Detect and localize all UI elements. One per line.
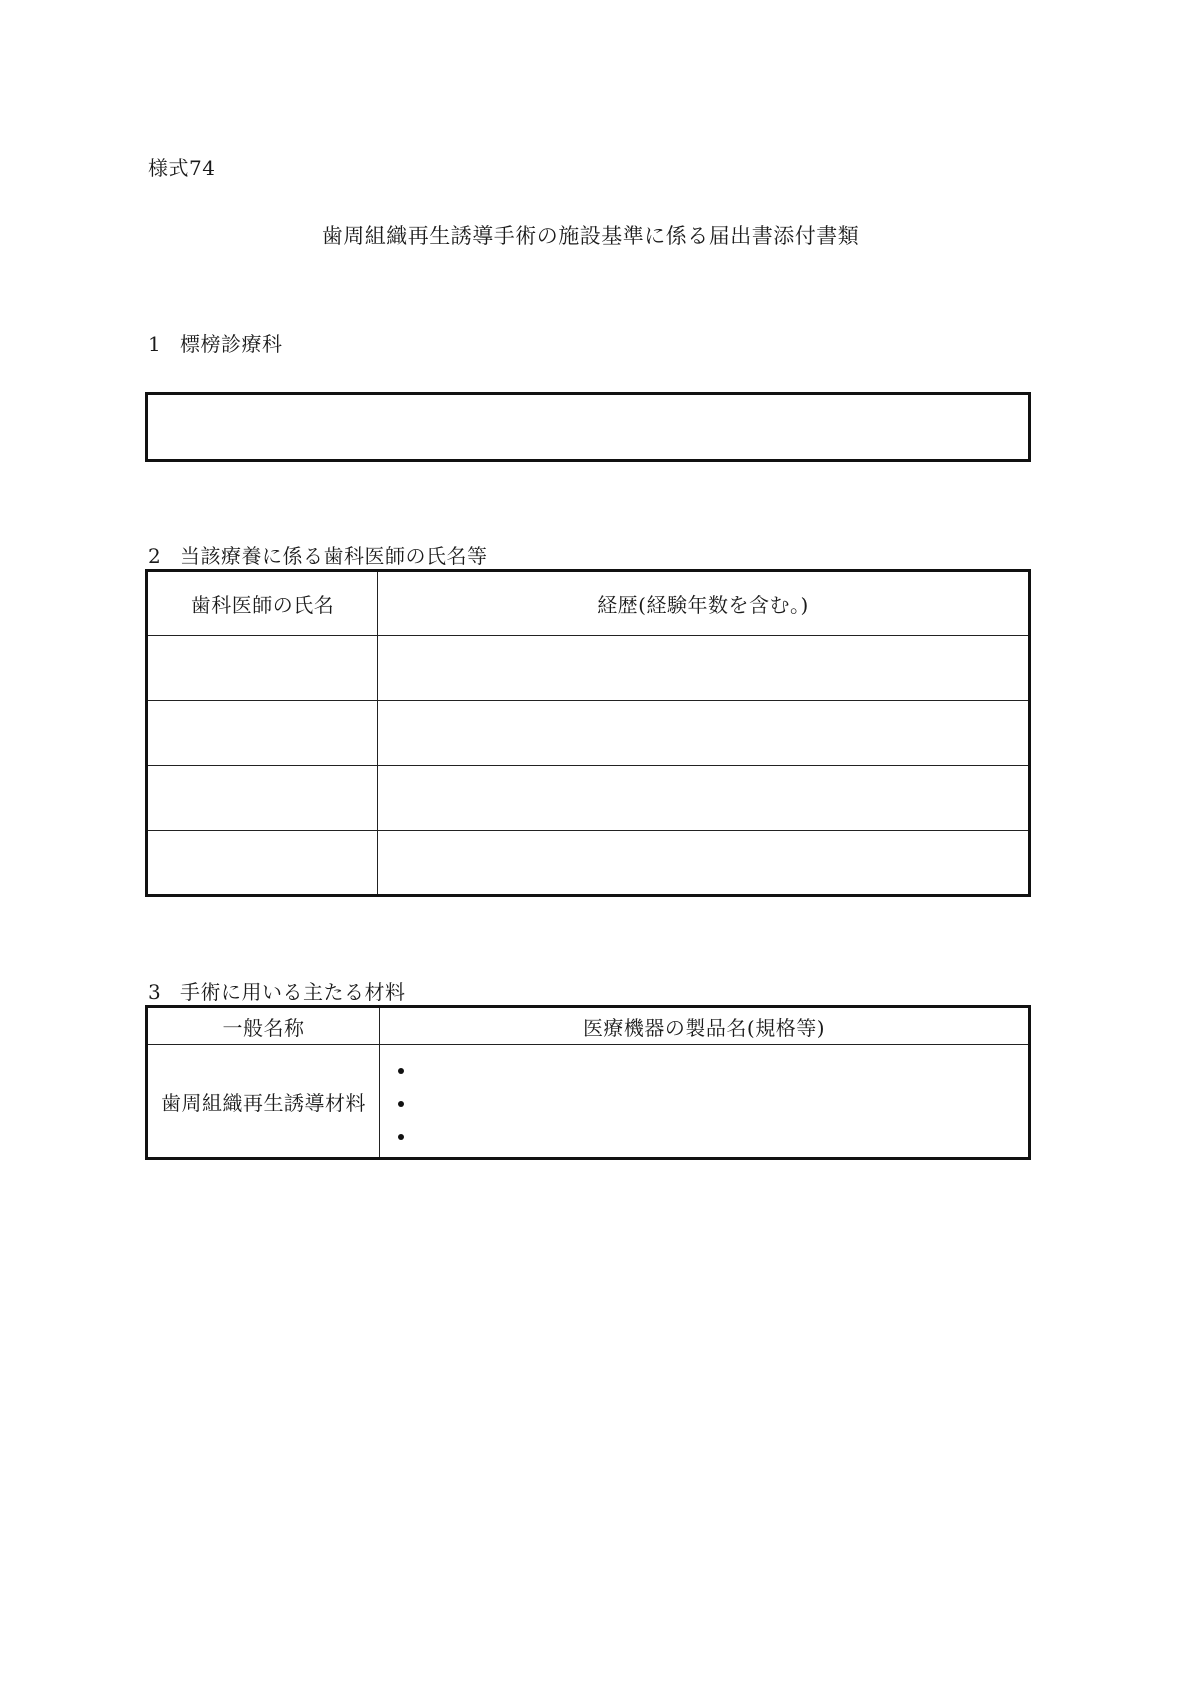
- section-2-heading: [148, 540, 488, 569]
- column-header-career: 経歴(経験年数を含む。): [378, 571, 1030, 636]
- list-item[interactable]: [398, 1053, 1028, 1086]
- section-1-number: 1: [148, 332, 162, 356]
- list-item[interactable]: [398, 1086, 1028, 1119]
- section-3-title: 手術に用いる主たる材料: [180, 980, 406, 1004]
- product-list-cell: [380, 1045, 1030, 1159]
- table-header-row: [147, 571, 1030, 636]
- materials-table: [145, 1005, 1031, 1160]
- table-row: [147, 766, 1030, 831]
- column-header-dentist-name: 歯科医師の氏名: [147, 571, 378, 636]
- document-title: 歯周組織再生誘導手術の施設基準に係る届出書添付書類: [321, 224, 860, 248]
- dentist-name-cell[interactable]: [147, 766, 378, 831]
- career-cell[interactable]: [378, 636, 1030, 701]
- career-cell[interactable]: [378, 701, 1030, 766]
- bullet-icon: [398, 1101, 404, 1107]
- bullet-icon: [398, 1068, 404, 1074]
- section-3-number: 3: [148, 980, 162, 1004]
- table-row: [147, 636, 1030, 701]
- section-3-heading: [148, 976, 406, 1005]
- form-number: 様式74: [148, 156, 216, 180]
- specialty-field[interactable]: [145, 392, 1031, 462]
- dentist-name-cell[interactable]: [147, 636, 378, 701]
- dentist-table: [145, 569, 1031, 897]
- table-row: [147, 701, 1030, 766]
- column-header-generic-name: 一般名称: [147, 1007, 380, 1045]
- dentist-name-cell[interactable]: [147, 701, 378, 766]
- column-header-product-name: 医療機器の製品名(規格等): [380, 1007, 1030, 1045]
- dentist-name-cell[interactable]: [147, 831, 378, 896]
- table-header-row: [147, 1007, 1030, 1045]
- section-1-title: 標榜診療科: [180, 332, 283, 356]
- section-2-number: 2: [148, 544, 162, 568]
- career-cell[interactable]: [378, 766, 1030, 831]
- bullet-icon: [398, 1134, 404, 1140]
- table-row: [147, 831, 1030, 896]
- section-2-title: 当該療養に係る歯科医師の氏名等: [180, 544, 488, 568]
- section-1-heading: [148, 328, 283, 357]
- table-row: [147, 1045, 1030, 1159]
- list-item[interactable]: [398, 1119, 1028, 1152]
- material-generic-name: 歯周組織再生誘導材料: [147, 1045, 380, 1159]
- career-cell[interactable]: [378, 831, 1030, 896]
